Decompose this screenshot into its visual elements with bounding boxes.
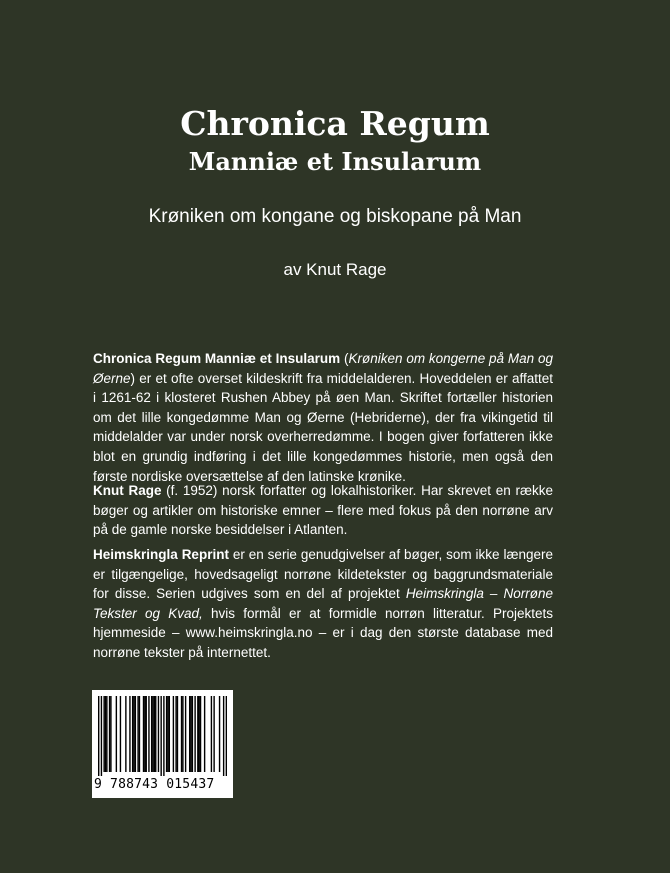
blurb-text: (f. 1952) norsk forfatter og lokalhistoriker. Har skrevet en række bøger og artikler om historiske emner – flere med fokus på den norrøne arv på de gamle norske besiddelser i Atlanten. xyxy=(93,483,554,538)
blurb-project-name: Heimskringla – Norrøne Tekster og Kvad, xyxy=(93,586,553,621)
barcode-bar xyxy=(143,696,144,772)
barcode-bar xyxy=(226,696,227,776)
barcode-bar xyxy=(110,696,111,772)
barcode-bar xyxy=(129,696,130,772)
blurb-text: hvis formål er at formidle norrøn litteratur. Projektets hjemmeside – www.heimskringla.no – er i dag den største database med norrøne tekster på internettet. xyxy=(93,605,553,660)
barcode-bar xyxy=(116,696,117,772)
barcode-bar xyxy=(109,696,110,772)
blurb-paragraph-series xyxy=(93,545,553,663)
barcode-bar xyxy=(219,696,220,772)
barcode-bar xyxy=(204,696,205,772)
blurb-text: ) er et ofte overset kildeskrift fra middelalderen. Hoveddelen er affattet i 1261-62 i klosteret Rushen Abbey på øen Man. Skriftet fortæller historien om det lille kongedømme Man og Øerne (Hebriderne), der fra vikingetid til middelalder var under norsk overherredømme. I bogen giver forfatteren ikke blot en grundig indføring i det lille kongedømmes historie, men også den første nordiske oversættelse af den latinske krønike. xyxy=(93,370,553,484)
barcode-bar xyxy=(158,696,159,772)
barcode-bar xyxy=(160,696,161,776)
book-tagline: Krøniken om kongane og biskopane på Man xyxy=(148,206,522,227)
blurb-book-title: Chronica Regum Manniæ et Insularum xyxy=(93,351,341,366)
barcode-bar xyxy=(182,696,183,772)
barcode-bar xyxy=(146,696,147,772)
barcode-bar xyxy=(197,696,198,772)
barcode-bar xyxy=(200,696,201,772)
book-author: av Knut Rage xyxy=(283,260,387,279)
barcode-bar xyxy=(198,696,199,772)
barcode-bar xyxy=(175,696,176,772)
barcode-bar xyxy=(223,696,224,776)
blurb-paragraph-author xyxy=(93,481,553,540)
barcode-bar xyxy=(152,696,153,772)
barcode-bar xyxy=(139,696,140,772)
barcode-bar xyxy=(173,696,174,772)
barcode-bar xyxy=(106,696,107,772)
blurb-author-name: Knut Rage xyxy=(93,483,162,498)
barcode-bar xyxy=(181,696,182,772)
barcode-bar xyxy=(135,696,136,772)
blurb-series-name: Heimskringla Reprint xyxy=(93,547,229,562)
barcode-bar xyxy=(132,696,133,772)
barcode-bar xyxy=(151,696,152,772)
isbn-barcode xyxy=(92,690,233,798)
barcode-bar xyxy=(185,696,186,772)
barcode-bar xyxy=(120,696,121,772)
barcode-bar xyxy=(189,696,190,772)
barcode-bar xyxy=(148,696,149,772)
barcode-bar xyxy=(190,696,191,772)
barcode-bars xyxy=(98,696,227,776)
barcode-bar xyxy=(211,696,212,772)
book-title: Chronica Regum xyxy=(180,104,490,143)
barcode-bar xyxy=(166,696,167,772)
barcode-bar xyxy=(144,696,145,772)
barcode-bar xyxy=(98,696,99,776)
barcode-bar xyxy=(133,696,134,772)
barcode-bar xyxy=(213,696,214,772)
book-subtitle: Manniæ et Insularum xyxy=(188,147,482,176)
blurb-paragraph-book xyxy=(93,349,553,486)
barcode-bar xyxy=(155,696,156,772)
blurb-text: er en serie genudgivelser af bøger, som ikke længere er tilgængelige, hovedsageligt norrøne kildetekster og baggrundsmateriale for disse. Serien udgives som en del af projektet xyxy=(93,547,553,602)
barcode-bar xyxy=(137,696,138,772)
barcode-bar xyxy=(105,696,106,772)
barcode-bar xyxy=(163,696,164,776)
barcode-digits: 9 788743 015437 xyxy=(94,777,215,792)
barcode-bar xyxy=(177,696,178,772)
barcode-bar xyxy=(192,696,193,772)
barcode-bar xyxy=(154,696,155,772)
barcode-bar xyxy=(167,696,168,772)
blurb-translated-title: Krøniken om kongerne på Man og Øerne xyxy=(93,351,553,386)
barcode-bar xyxy=(103,696,104,772)
barcode-bar xyxy=(194,696,195,772)
barcode-bar xyxy=(125,696,126,772)
barcode-bar xyxy=(169,696,170,772)
barcode-bar xyxy=(101,696,102,776)
blurb-text: ( xyxy=(340,351,349,366)
